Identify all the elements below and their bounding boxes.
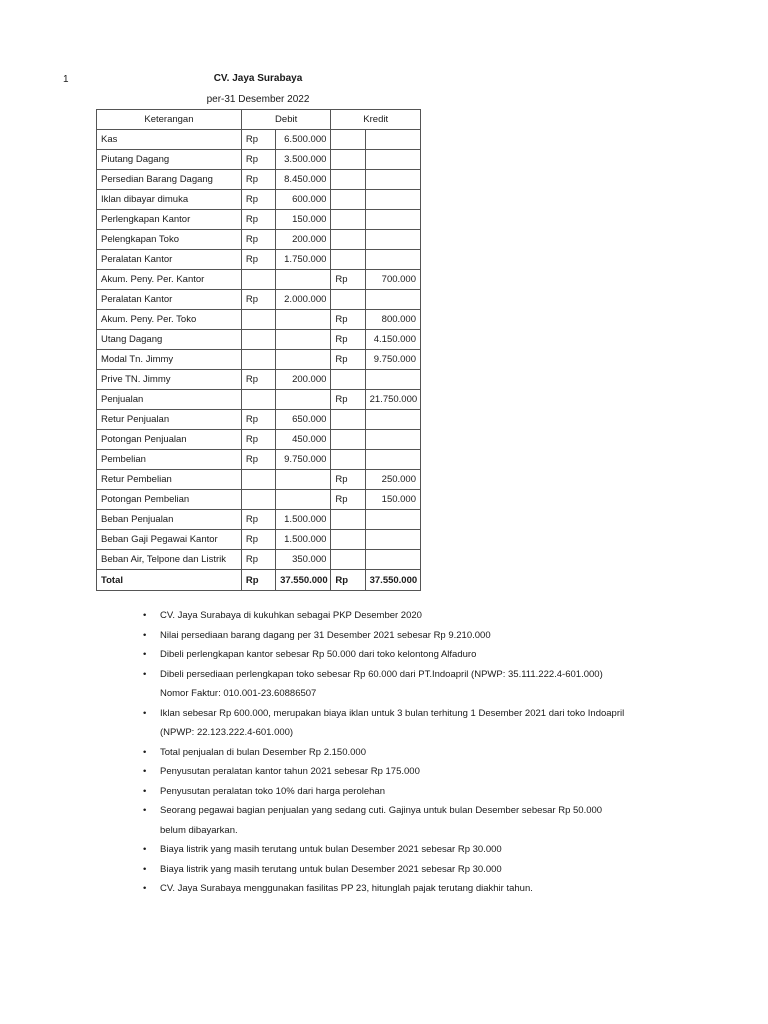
bullet-icon: • bbox=[143, 883, 147, 894]
debit-amount: 200.000 bbox=[276, 230, 331, 250]
credit-amount bbox=[365, 250, 420, 270]
debit-amount: 8.450.000 bbox=[276, 170, 331, 190]
note-item bbox=[143, 665, 743, 704]
account-label: Akum. Peny. Per. Toko bbox=[97, 310, 242, 330]
credit-amount bbox=[365, 130, 420, 150]
debit-amount bbox=[276, 390, 331, 410]
table-row bbox=[97, 170, 421, 190]
table-row bbox=[97, 310, 421, 330]
credit-currency bbox=[331, 450, 365, 470]
credit-amount: 250.000 bbox=[365, 470, 420, 490]
credit-amount: 800.000 bbox=[365, 310, 420, 330]
debit-currency: Rp bbox=[241, 450, 275, 470]
trial-balance-table bbox=[96, 109, 421, 591]
credit-currency bbox=[331, 530, 365, 550]
account-label: Kas bbox=[97, 130, 242, 150]
debit-currency bbox=[241, 390, 275, 410]
debit-amount: 600.000 bbox=[276, 190, 331, 210]
table-row bbox=[97, 410, 421, 430]
credit-currency bbox=[331, 410, 365, 430]
credit-amount bbox=[365, 430, 420, 450]
debit-currency: Rp bbox=[241, 130, 275, 150]
note-item bbox=[143, 762, 743, 782]
account-label: Retur Penjualan bbox=[97, 410, 242, 430]
credit-currency bbox=[331, 510, 365, 530]
debit-currency: Rp bbox=[241, 170, 275, 190]
account-label: Peralatan Kantor bbox=[97, 290, 242, 310]
note-text: Dibeli perlengkapan kantor sebesar Rp 50.000 dari toko kelontong Alfaduro bbox=[160, 649, 477, 660]
debit-amount: 9.750.000 bbox=[276, 450, 331, 470]
debit-currency bbox=[241, 350, 275, 370]
credit-currency bbox=[331, 230, 365, 250]
credit-amount bbox=[365, 290, 420, 310]
debit-currency: Rp bbox=[241, 530, 275, 550]
page-number: 1 bbox=[63, 74, 69, 85]
table-row bbox=[97, 270, 421, 290]
debit-currency: Rp bbox=[241, 550, 275, 570]
account-label: Potongan Pembelian bbox=[97, 490, 242, 510]
debit-amount: 2.000.000 bbox=[276, 290, 331, 310]
table-row bbox=[97, 510, 421, 530]
credit-amount bbox=[365, 190, 420, 210]
account-label: Penjualan bbox=[97, 390, 242, 410]
debit-currency bbox=[241, 470, 275, 490]
debit-amount: 1.750.000 bbox=[276, 250, 331, 270]
note-text: Biaya listrik yang masih terutang untuk bulan Desember 2021 sebesar Rp 30.000 bbox=[160, 844, 502, 855]
credit-currency bbox=[331, 190, 365, 210]
table-row bbox=[97, 330, 421, 350]
bullet-icon: • bbox=[143, 629, 147, 641]
table-row bbox=[97, 190, 421, 210]
debit-currency: Rp bbox=[241, 150, 275, 170]
credit-currency bbox=[331, 370, 365, 390]
company-title: CV. Jaya Surabaya bbox=[213, 73, 303, 84]
credit-amount bbox=[365, 210, 420, 230]
debit-amount: 1.500.000 bbox=[276, 530, 331, 550]
bullet-icon: • bbox=[143, 844, 147, 855]
credit-amount bbox=[365, 230, 420, 250]
table-row bbox=[97, 370, 421, 390]
credit-currency bbox=[331, 170, 365, 190]
debit-currency: Rp bbox=[241, 430, 275, 450]
credit-currency: Rp bbox=[331, 270, 365, 290]
debit-amount bbox=[276, 330, 331, 350]
bullet-icon: • bbox=[143, 649, 147, 660]
bullet-icon: • bbox=[143, 668, 147, 680]
bullet-icon: • bbox=[143, 746, 147, 758]
credit-currency bbox=[331, 250, 365, 270]
debit-amount: 37.550.000 bbox=[276, 570, 331, 591]
bullet-icon: • bbox=[143, 707, 147, 719]
account-label: Akum. Peny. Per. Kantor bbox=[97, 270, 242, 290]
bullet-icon: • bbox=[143, 766, 147, 777]
credit-currency: Rp bbox=[331, 330, 365, 350]
note-text: belum dibayarkan. bbox=[160, 824, 238, 836]
header-credit: Kredit bbox=[331, 110, 421, 130]
credit-currency bbox=[331, 290, 365, 310]
credit-currency: Rp bbox=[331, 310, 365, 330]
note-item bbox=[143, 743, 743, 763]
debit-currency: Rp bbox=[241, 230, 275, 250]
note-item bbox=[143, 606, 743, 626]
account-label: Piutang Dagang bbox=[97, 150, 242, 170]
table-row bbox=[97, 250, 421, 270]
debit-currency: Rp bbox=[241, 250, 275, 270]
debit-amount: 6.500.000 bbox=[276, 130, 331, 150]
account-label: Persedian Barang Dagang bbox=[97, 170, 242, 190]
bullet-icon: • bbox=[143, 610, 147, 621]
table-row bbox=[97, 450, 421, 470]
account-label: Iklan dibayar dimuka bbox=[97, 190, 242, 210]
debit-amount bbox=[276, 310, 331, 330]
debit-currency bbox=[241, 270, 275, 290]
table-row bbox=[97, 390, 421, 410]
note-item bbox=[143, 782, 743, 802]
period-subtitle: per-31 Desember 2022 bbox=[206, 94, 310, 105]
note-text: (NPWP: 22.123.222.4-601.000) bbox=[160, 727, 294, 738]
debit-amount: 350.000 bbox=[276, 550, 331, 570]
note-text: Iklan sebesar Rp 600.000, merupakan biaya iklan untuk 3 bulan terhitung 1 Desember 2021 dari toko Indoapril bbox=[160, 707, 625, 719]
account-label: Beban Gaji Pegawai Kantor bbox=[97, 530, 242, 550]
note-item bbox=[143, 645, 743, 665]
note-text: Dibeli persediaan perlengkapan toko sebesar Rp 60.000 dari PT.Indoapril (NPWP: 35.111.222.4-601.000) bbox=[160, 668, 603, 680]
bullet-icon: • bbox=[143, 863, 147, 875]
table-row bbox=[97, 550, 421, 570]
debit-currency: Rp bbox=[241, 570, 275, 591]
credit-currency: Rp bbox=[331, 350, 365, 370]
credit-currency bbox=[331, 210, 365, 230]
total-row bbox=[97, 570, 421, 591]
account-label: Total bbox=[97, 570, 242, 591]
account-label: Utang Dagang bbox=[97, 330, 242, 350]
note-item bbox=[143, 704, 743, 743]
credit-currency bbox=[331, 130, 365, 150]
header-debit: Debit bbox=[241, 110, 331, 130]
credit-currency: Rp bbox=[331, 470, 365, 490]
table-row bbox=[97, 430, 421, 450]
debit-amount: 1.500.000 bbox=[276, 510, 331, 530]
debit-currency bbox=[241, 490, 275, 510]
table-row bbox=[97, 210, 421, 230]
credit-currency: Rp bbox=[331, 570, 365, 591]
note-text: Biaya listrik yang masih terutang untuk bulan Desember 2021 sebesar Rp 30.000 bbox=[160, 863, 502, 875]
bullet-icon: • bbox=[143, 805, 147, 816]
note-item bbox=[143, 860, 743, 880]
debit-amount: 200.000 bbox=[276, 370, 331, 390]
credit-amount: 700.000 bbox=[365, 270, 420, 290]
header-description: Keterangan bbox=[97, 110, 242, 130]
account-label: Perlengkapan Kantor bbox=[97, 210, 242, 230]
table-row bbox=[97, 230, 421, 250]
account-label: Beban Penjualan bbox=[97, 510, 242, 530]
credit-currency bbox=[331, 550, 365, 570]
table-header-row bbox=[97, 110, 421, 130]
credit-amount bbox=[365, 530, 420, 550]
note-item bbox=[143, 879, 743, 899]
debit-amount: 650.000 bbox=[276, 410, 331, 430]
credit-amount: 37.550.000 bbox=[365, 570, 420, 591]
credit-amount bbox=[365, 550, 420, 570]
debit-currency: Rp bbox=[241, 290, 275, 310]
note-item bbox=[143, 626, 743, 646]
credit-currency bbox=[331, 430, 365, 450]
debit-currency: Rp bbox=[241, 510, 275, 530]
credit-amount: 21.750.000 bbox=[365, 390, 420, 410]
credit-amount: 9.750.000 bbox=[365, 350, 420, 370]
debit-amount bbox=[276, 270, 331, 290]
account-label: Pembelian bbox=[97, 450, 242, 470]
credit-amount bbox=[365, 410, 420, 430]
account-label: Beban Air, Telpone dan Listrik bbox=[97, 550, 242, 570]
table-row bbox=[97, 530, 421, 550]
table-body bbox=[97, 130, 421, 591]
account-label: Potongan Penjualan bbox=[97, 430, 242, 450]
debit-currency: Rp bbox=[241, 370, 275, 390]
note-text: Seorang pegawai bagian penjualan yang sedang cuti. Gajinya untuk bulan Desember sebesar Rp 50.000 bbox=[160, 805, 603, 816]
table-row bbox=[97, 290, 421, 310]
note-text: CV. Jaya Surabaya menggunakan fasilitas PP 23, hitunglah pajak terutang diakhir tahun. bbox=[160, 883, 533, 894]
credit-amount bbox=[365, 150, 420, 170]
notes-list bbox=[143, 606, 743, 899]
account-label: Modal Tn. Jimmy bbox=[97, 350, 242, 370]
note-text: CV. Jaya Surabaya di kukuhkan sebagai PKP Desember 2020 bbox=[160, 610, 422, 621]
debit-currency: Rp bbox=[241, 190, 275, 210]
debit-amount: 150.000 bbox=[276, 210, 331, 230]
account-label: Retur Pembelian bbox=[97, 470, 242, 490]
note-text: Total penjualan di bulan Desember Rp 2.150.000 bbox=[160, 746, 366, 758]
debit-currency: Rp bbox=[241, 410, 275, 430]
credit-currency: Rp bbox=[331, 490, 365, 510]
account-label: Pelengkapan Toko bbox=[97, 230, 242, 250]
debit-currency bbox=[241, 330, 275, 350]
note-text: Penyusutan peralatan kantor tahun 2021 sebesar Rp 175.000 bbox=[160, 766, 420, 777]
note-item bbox=[143, 840, 743, 860]
debit-amount bbox=[276, 470, 331, 490]
account-label: Prive TN. Jimmy bbox=[97, 370, 242, 390]
debit-currency bbox=[241, 310, 275, 330]
table-row bbox=[97, 150, 421, 170]
table-row bbox=[97, 470, 421, 490]
table-row bbox=[97, 130, 421, 150]
table-row bbox=[97, 350, 421, 370]
credit-amount bbox=[365, 510, 420, 530]
credit-amount bbox=[365, 170, 420, 190]
note-text: Nomor Faktur: 010.001-23.60886507 bbox=[160, 688, 317, 699]
debit-amount bbox=[276, 490, 331, 510]
credit-currency: Rp bbox=[331, 390, 365, 410]
account-label: Peralatan Kantor bbox=[97, 250, 242, 270]
debit-amount bbox=[276, 350, 331, 370]
credit-amount bbox=[365, 370, 420, 390]
debit-amount: 3.500.000 bbox=[276, 150, 331, 170]
credit-currency bbox=[331, 150, 365, 170]
note-item bbox=[143, 801, 743, 840]
debit-currency: Rp bbox=[241, 210, 275, 230]
debit-amount: 450.000 bbox=[276, 430, 331, 450]
bullet-icon: • bbox=[143, 785, 147, 797]
table-row bbox=[97, 490, 421, 510]
note-text: Penyusutan peralatan toko 10% dari harga perolehan bbox=[160, 785, 385, 797]
credit-amount: 150.000 bbox=[365, 490, 420, 510]
credit-amount bbox=[365, 450, 420, 470]
note-text: Nilai persediaan barang dagang per 31 Desember 2021 sebesar Rp 9.210.000 bbox=[160, 629, 491, 641]
credit-amount: 4.150.000 bbox=[365, 330, 420, 350]
